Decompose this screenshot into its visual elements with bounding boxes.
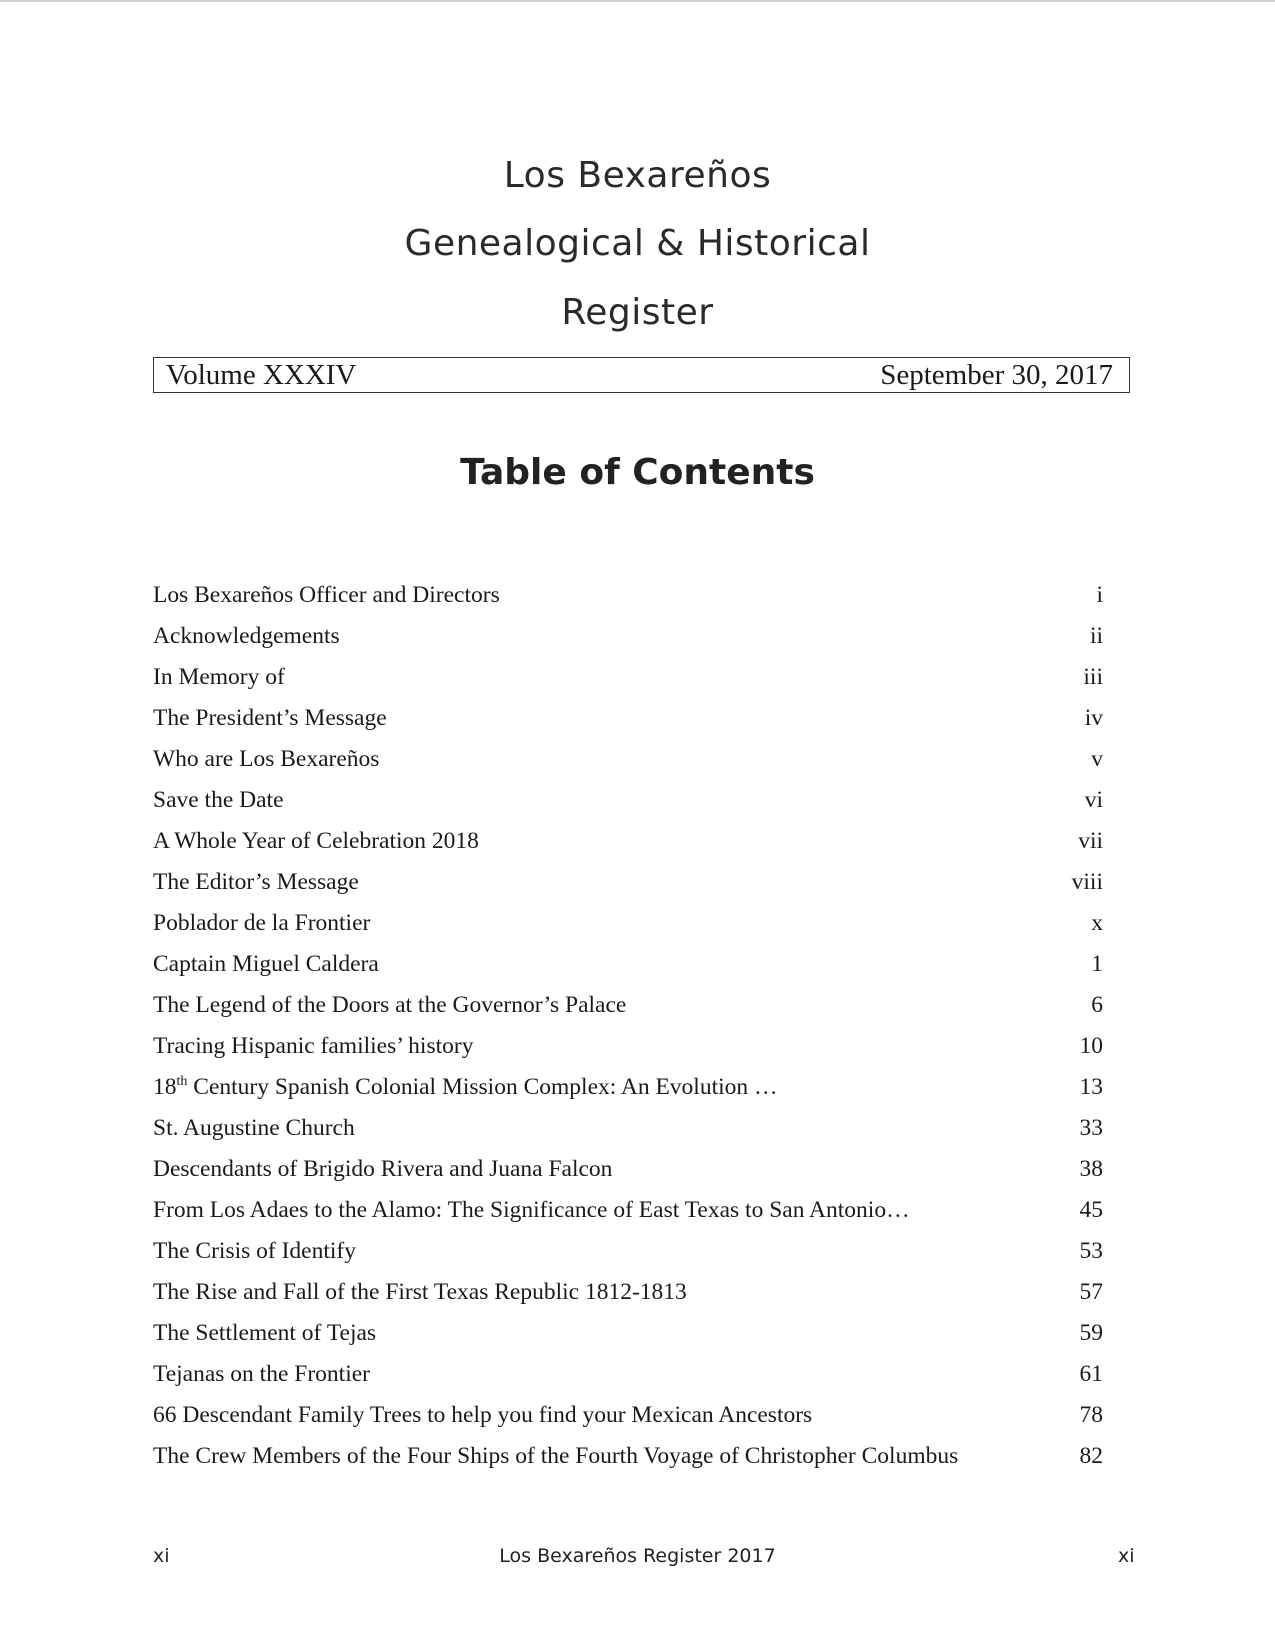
toc-entry-title: St. Augustine Church	[153, 1115, 355, 1141]
toc-entry-page-number: 1	[1091, 951, 1103, 977]
toc-entry-page-number: iv	[1084, 705, 1103, 731]
toc-entry-page-number: 45	[1079, 1197, 1103, 1223]
toc-entry	[153, 1026, 1103, 1067]
toc-entry	[153, 739, 1103, 780]
toc-entry	[153, 1354, 1103, 1395]
toc-entry-page-number: 38	[1079, 1156, 1103, 1182]
footer-page-number-left: xi	[153, 1545, 170, 1567]
toc-entry-title: The Crew Members of the Four Ships of the Fourth Voyage of Christopher Columbus	[153, 1443, 959, 1469]
toc-entry	[153, 1108, 1103, 1149]
toc-entry	[153, 657, 1103, 698]
toc-entry-title: Tracing Hispanic families’ history	[153, 1033, 474, 1059]
toc-entry-title: Tejanas on the Frontier	[153, 1361, 370, 1387]
toc-entry-page-number: i	[1096, 582, 1103, 608]
toc-entry-title-number: 18	[153, 1074, 177, 1100]
toc-entry	[153, 1231, 1103, 1272]
toc-entry-title: From Los Adaes to the Alamo: The Significance of East Texas to San Antonio…	[153, 1197, 910, 1223]
toc-entry-title: The Legend of the Doors at the Governor’s Palace	[153, 992, 627, 1018]
toc-entry	[153, 575, 1103, 616]
toc-entry-title: Captain Miguel Caldera	[153, 951, 379, 977]
toc-entry	[153, 903, 1103, 944]
toc-heading: Table of Contents	[460, 452, 815, 493]
toc-entry-title: 66 Descendant Family Trees to help you find your Mexican Ancestors	[153, 1402, 813, 1428]
toc-entry-title: In Memory of	[153, 664, 285, 690]
toc-entry	[153, 1272, 1103, 1313]
toc-entry-page-number: 61	[1079, 1361, 1103, 1387]
toc-entry	[153, 1190, 1103, 1231]
toc-entry	[153, 1149, 1103, 1190]
toc-entry-title: Acknowledgements	[153, 623, 340, 649]
toc-entry-title: Los Bexareños Officer and Directors	[153, 582, 500, 608]
toc-entry	[153, 1313, 1103, 1354]
toc-entry	[153, 616, 1103, 657]
toc-entry-page-number: 10	[1079, 1033, 1103, 1059]
toc-entry-page-number: 78	[1079, 1402, 1103, 1428]
volume-date-bar	[153, 357, 1130, 393]
toc-entry	[153, 862, 1103, 903]
toc-entry	[153, 944, 1103, 985]
toc-entry-page-number: 59	[1079, 1320, 1103, 1346]
toc-list	[153, 575, 1103, 1477]
toc-entry-title: The Crisis of Identify	[153, 1238, 356, 1264]
toc-entry-title: The Rise and Fall of the First Texas Republic 1812-1813	[153, 1279, 687, 1305]
toc-entry-page-number: 13	[1079, 1074, 1103, 1100]
toc-entry-title: Save the Date	[153, 787, 284, 813]
toc-entry-page-number: v	[1091, 746, 1103, 772]
toc-entry	[153, 698, 1103, 739]
toc-entry	[153, 1067, 1103, 1108]
issue-date: September 30, 2017	[880, 359, 1113, 391]
toc-entry	[153, 985, 1103, 1026]
toc-entry-title: The President’s Message	[153, 705, 387, 731]
toc-entry-page-number: vi	[1084, 787, 1103, 813]
toc-entry-title: Descendants of Brigido Rivera and Juana Falcon	[153, 1156, 613, 1182]
publication-title-line-1: Los Bexareños	[503, 155, 772, 196]
toc-entry	[153, 1436, 1103, 1477]
volume-label: Volume XXXIV	[166, 359, 357, 391]
toc-entry	[153, 780, 1103, 821]
toc-entry	[153, 821, 1103, 862]
toc-entry-title: The Editor’s Message	[153, 869, 359, 895]
toc-entry-title: Poblador de la Frontier	[153, 910, 371, 936]
toc-entry-title: Who are Los Bexareños	[153, 746, 380, 772]
toc-entry-page-number: ii	[1089, 623, 1103, 649]
toc-entry-page-number: 33	[1079, 1115, 1103, 1141]
publication-title-line-2: Genealogical & Historical	[404, 223, 871, 264]
toc-entry-title	[153, 1067, 778, 1108]
toc-entry-title-text: Century Spanish Colonial Mission Complex: An Evolution …	[187, 1074, 778, 1100]
toc-entry-page-number: iii	[1083, 664, 1103, 690]
publication-title-line-3: Register	[561, 292, 714, 333]
toc-entry-page-number: 6	[1091, 992, 1103, 1018]
toc-entry-title: A Whole Year of Celebration 2018	[153, 828, 479, 854]
toc-entry-title: The Settlement of Tejas	[153, 1320, 377, 1346]
toc-entry	[153, 1395, 1103, 1436]
toc-entry-title-ordinal-suffix: th	[176, 1074, 188, 1090]
toc-entry-page-number: 53	[1079, 1238, 1103, 1264]
toc-entry-page-number: 57	[1079, 1279, 1103, 1305]
footer-page-number-right: xi	[1118, 1545, 1135, 1567]
toc-entry-page-number: viii	[1071, 869, 1103, 895]
footer-running-title: Los Bexareños Register 2017	[499, 1545, 776, 1567]
toc-entry-page-number: vii	[1078, 828, 1103, 854]
scan-edge-line	[0, 0, 1275, 2]
toc-entry-page-number: 82	[1079, 1443, 1103, 1469]
toc-entry-page-number: x	[1091, 910, 1103, 936]
